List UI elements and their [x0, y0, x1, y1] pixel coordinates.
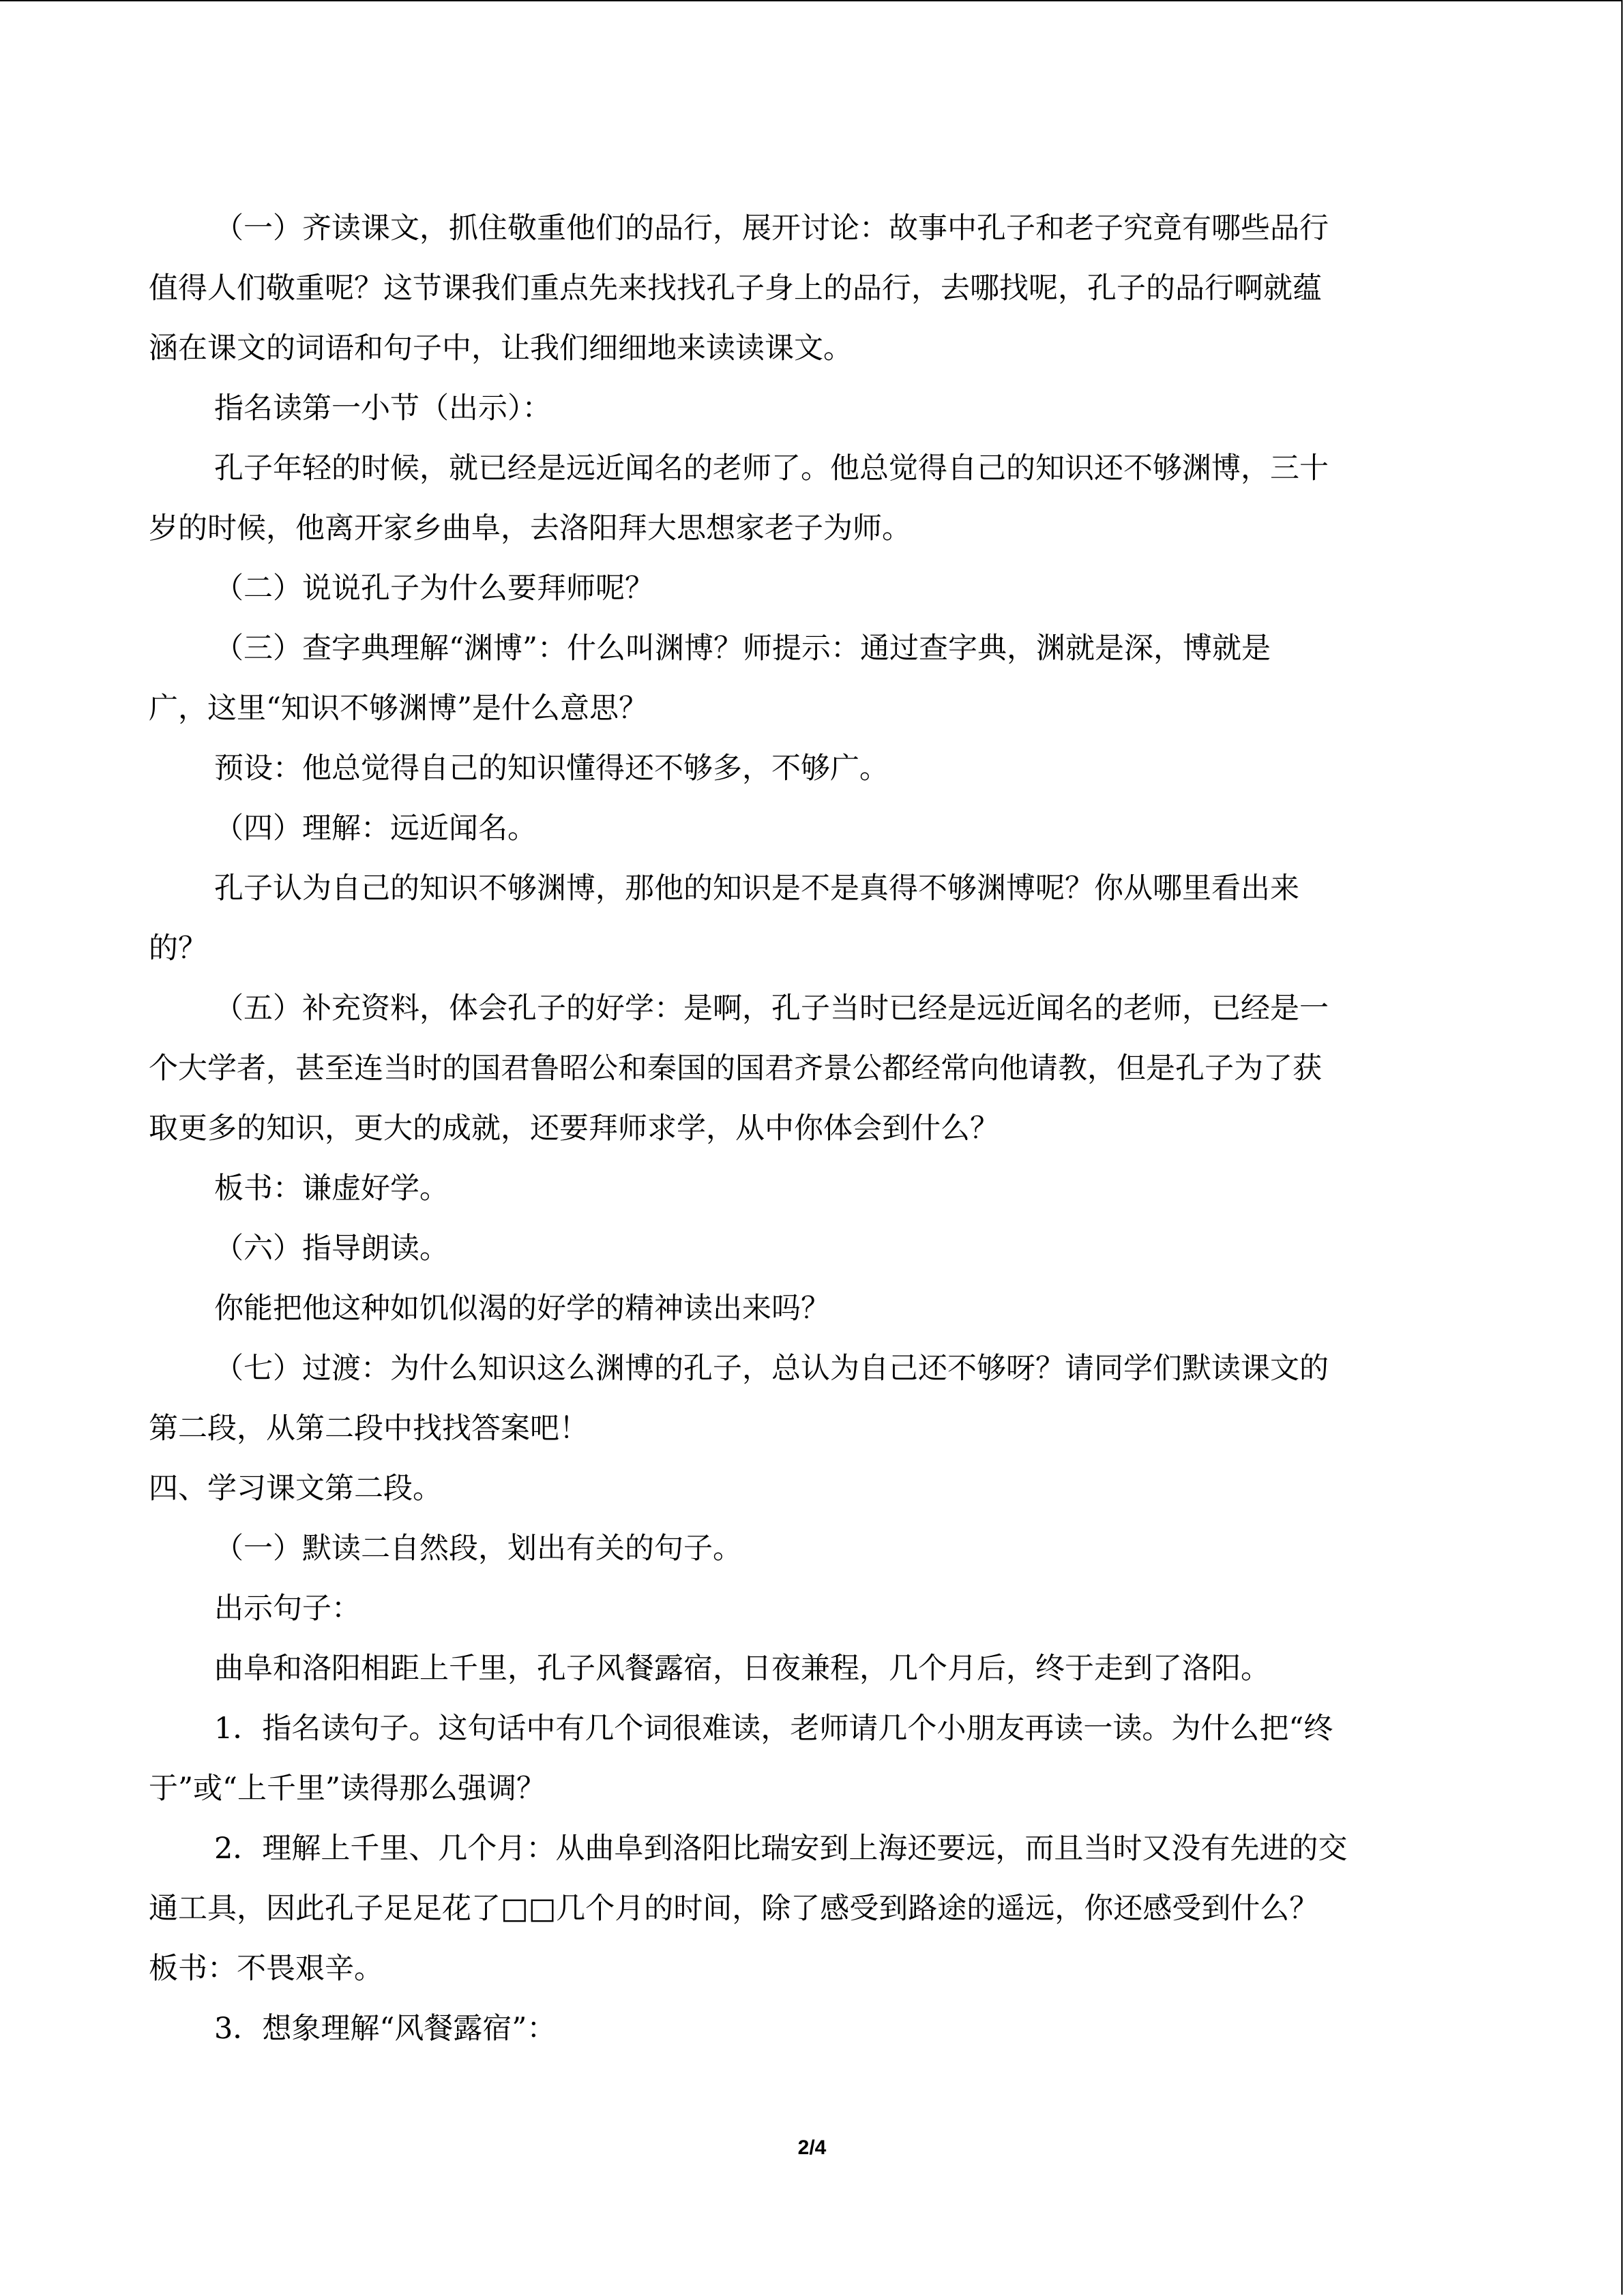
- section-heading: 四、学习课文第二段。: [149, 1472, 442, 1506]
- paragraph-line: （一）默读二自然段，划出有关的句子。: [214, 1532, 742, 1566]
- paragraph-line: 岁的时候，他离开家乡曲阜，去洛阳拜大思想家老子为师。: [149, 511, 911, 546]
- paragraph-line: 涵在课文的词语和句子中，让我们细细地来读读课文。: [149, 331, 853, 366]
- paragraph-line: 孔子年轻的时候，就已经是远近闻名的老师了。他总觉得自己的知识还不够渊博，三十: [214, 451, 1329, 486]
- paragraph-line: 第二段，从第二段中找找答案吧！: [149, 1412, 589, 1446]
- paragraph-line: 于”或“上千里”读得那么强调？: [149, 1772, 546, 1806]
- paragraph-line: 3．想象理解“风餐露宿”：: [214, 2012, 557, 2046]
- paragraph-line: （五）补充资料，体会孔子的好学：是啊，孔子当时已经是远近闻名的老师，已经是一: [214, 992, 1329, 1026]
- paragraph-line: （六）指导朗读。: [214, 1232, 449, 1266]
- paragraph-line: 孔子认为自己的知识不够渊博，那他的知识是不是真得不够渊博呢？你从哪里看出来: [214, 871, 1299, 906]
- paragraph-line: 值得人们敬重呢？这节课我们重点先来找找孔子身上的品行，去哪找呢，孔子的品行啊就蕴: [149, 271, 1322, 305]
- paragraph-line: （一）齐读课文，抓住敬重他们的品行，展开讨论：故事中孔子和老子究竟有哪些品行: [214, 211, 1329, 245]
- paragraph-line: 1．指名读句子。这句话中有几个词很难读，老师请几个小朋友再读一读。为什么把“终: [214, 1712, 1333, 1746]
- paragraph-line: 广，这里“知识不够渊博”是什么意思？: [149, 691, 648, 726]
- paragraph-line: 曲阜和洛阳相距上千里，孔子风餐露宿，日夜兼程，几个月后，终于走到了洛阳。: [214, 1652, 1270, 1686]
- paragraph-line: 个大学者，甚至连当时的国君鲁昭公和秦国的国君齐景公都经常向他请教，但是孔子为了获: [149, 1052, 1322, 1086]
- paragraph-line: 指名读第一小节（出示）：: [214, 391, 552, 426]
- paragraph-line: 板书：谦虚好学。: [214, 1172, 449, 1206]
- paragraph-line: （二）说说孔子为什么要拜师呢？: [214, 571, 654, 606]
- paragraph-line: （三）查字典理解“渊博”：什么叫渊博？师提示：通过查字典，渊就是深，博就是: [214, 631, 1271, 666]
- paragraph-line: 板书：不畏艰辛。: [149, 1952, 383, 1986]
- paragraph-line: 通工具，因此孔子足足花了□□几个月的时间，除了感受到路途的遥远，你还感受到什么？: [149, 1892, 1319, 1926]
- paragraph-line: 你能把他这种如饥似渴的好学的精神读出来吗？: [214, 1292, 830, 1326]
- paragraph-line: （七）过渡：为什么知识这么渊博的孔子，总认为自己还不够呀？请同学们默读课文的: [214, 1352, 1329, 1386]
- page-number: 2/4: [797, 2136, 827, 2159]
- paragraph-line: 的？: [149, 931, 207, 966]
- paragraph-line: 预设：他总觉得自己的知识懂得还不够多，不够广。: [214, 751, 889, 786]
- paragraph-line: 取更多的知识，更大的成就，还要拜师求学，从中你体会到什么？: [149, 1112, 999, 1146]
- paragraph-line: 出示句子：: [214, 1592, 361, 1626]
- paragraph-line: 2．理解上千里、几个月：从曲阜到洛阳比瑞安到上海还要远，而且当时又没有先进的交: [214, 1832, 1348, 1866]
- paragraph-line: （四）理解：远近闻名。: [214, 811, 537, 846]
